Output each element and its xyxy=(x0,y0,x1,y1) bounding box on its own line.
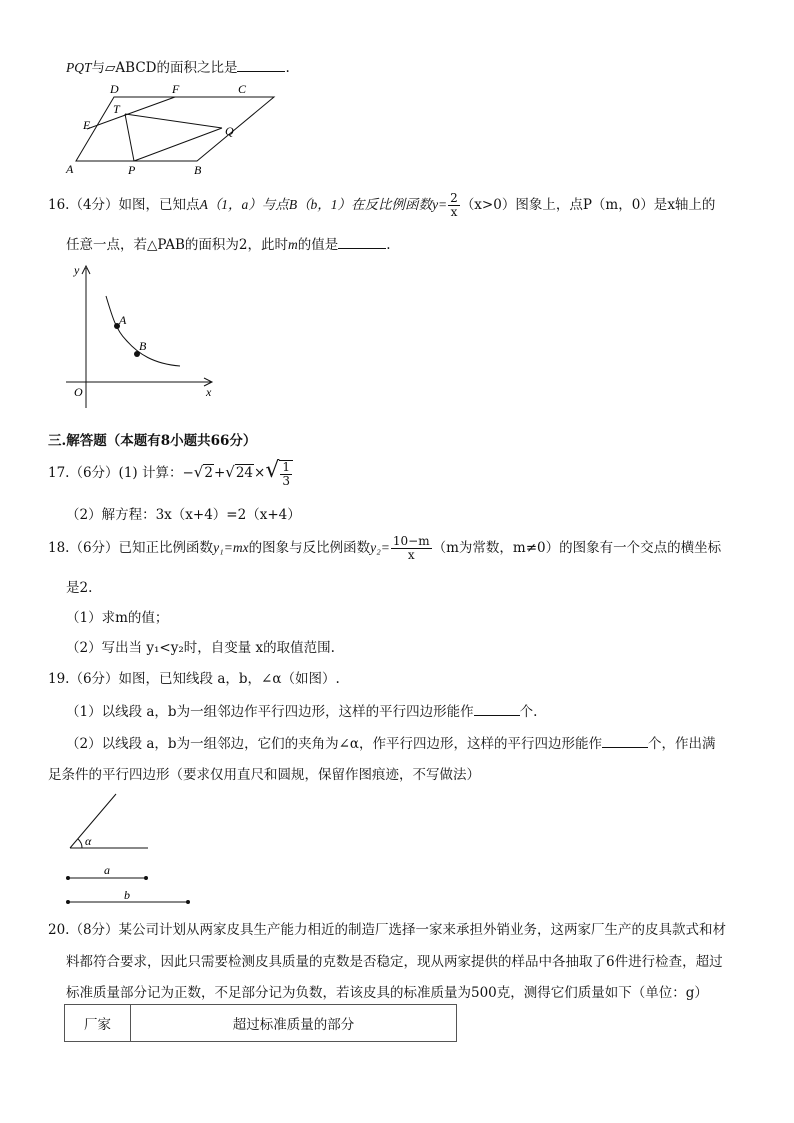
fig19-label-alpha: α xyxy=(85,834,92,848)
segment-a-start-dot xyxy=(66,876,70,880)
label-p: P xyxy=(128,163,136,177)
q15-end: . xyxy=(285,60,290,76)
q17-frac-den: 3 xyxy=(282,473,290,488)
segment-a-end-dot xyxy=(144,876,148,880)
q18-y1: y₁=mx xyxy=(213,540,249,555)
q17-times: × xyxy=(254,465,266,481)
segment-tp xyxy=(125,114,134,161)
q20-line2: 料都符合要求，因此只需要检测皮具质量的克数是否稳定，现从两家提供的样品中各抽取了6件进行检查，超过 xyxy=(66,954,723,970)
q17-plus: + xyxy=(213,465,226,481)
label-q: Q xyxy=(225,124,234,138)
sqrt-icon: √ xyxy=(193,463,204,481)
parallelogram-abcd xyxy=(76,97,274,161)
section-3-heading: 三.解答题（本题有8小题共66分） xyxy=(48,433,257,449)
quality-table xyxy=(64,1004,457,1042)
q15-tail-line xyxy=(66,56,290,76)
q16-frac-num: 2 xyxy=(450,191,458,205)
parallelogram-figure xyxy=(60,78,280,178)
q18-line2: 是2. xyxy=(66,580,93,596)
inverse-function-graph xyxy=(64,260,224,410)
q16-num: 16.（4分）如图，已知点 xyxy=(48,197,200,213)
table-header-excess: 超过标准质量的部分 xyxy=(131,1005,457,1042)
q16-answer-blank[interactable] xyxy=(338,235,386,250)
q18-part1: （1）求m的值； xyxy=(66,610,169,626)
q18-mid: 的图象与反比例函数 xyxy=(248,540,371,556)
q17-head: 17.（6分）(1) 计算：− xyxy=(48,465,194,481)
q17-frac-num: 1 xyxy=(282,459,290,474)
q19-p2b: 个，作出满 xyxy=(648,736,716,752)
q19-head: 19.（6分）如图，已知线段 a，b，∠α（如图）. xyxy=(48,671,340,687)
segment-pq xyxy=(134,128,222,161)
sqrt-icon: √ xyxy=(265,458,280,483)
fig19-label-b: b xyxy=(124,888,130,902)
q17-fraction xyxy=(279,460,293,488)
q18-frac-den: x xyxy=(407,548,415,562)
graph-label-b: B xyxy=(139,339,147,353)
label-t: T xyxy=(113,102,120,116)
q19-blank-2[interactable] xyxy=(602,734,648,749)
q18-fraction xyxy=(391,535,432,562)
q16-point-p: P（m，0）是 xyxy=(582,197,668,213)
angle-side-ray xyxy=(70,794,116,848)
angle-arc xyxy=(78,839,82,848)
graph-label-o: O xyxy=(74,385,83,399)
q17-radicand-1: 2 xyxy=(204,465,213,481)
q20-line3: 标准质量部分记为正数，不足部分记为负数，若该皮具的标准质量为500克，测得它们质量如下（单位：g） xyxy=(66,985,708,1001)
label-d: D xyxy=(110,82,119,96)
segment-b-start-dot xyxy=(66,900,70,904)
label-b: B xyxy=(194,163,202,177)
sqrt-icon: √ xyxy=(225,463,235,481)
q17-line1 xyxy=(48,458,294,488)
q16-end: . xyxy=(386,237,391,253)
q19-part2-cont: 足条件的平行四边形（要求仅用直尺和圆规，保留作图痕迹，不写做法） xyxy=(48,767,480,783)
q19-p1a: （1）以线段 a，b为一组邻边作平行四边形，这样的平行四边形能作 xyxy=(66,704,474,720)
graph-label-y: y xyxy=(74,263,80,277)
q18-frac-num: 10−m xyxy=(392,534,430,548)
segment-tq xyxy=(125,114,222,128)
table-row xyxy=(65,1005,457,1042)
q15-answer-blank[interactable] xyxy=(237,58,285,73)
label-e: E xyxy=(83,118,91,132)
q15-lead: PQT xyxy=(66,60,92,75)
label-f: F xyxy=(172,82,180,96)
q16-point-a: A（1，a）与点 xyxy=(199,197,289,212)
q16-cond: （x>0）图象上，点 xyxy=(460,197,583,213)
q16-m: m xyxy=(288,237,298,252)
graph-label-a: A xyxy=(119,313,127,327)
q16-line2-end: 的值是 xyxy=(297,237,339,253)
q16-point-b: B（b，1）在反比例函数 xyxy=(288,197,433,212)
q18-tail: （m为常数，m≠0）的图象有一个交点的横坐标 xyxy=(432,540,722,556)
q15-mid: 与▱ABCD的面积之比是 xyxy=(91,60,238,76)
segment-ef xyxy=(87,97,175,129)
segments-angle-figure xyxy=(60,790,200,908)
table-header-factory: 厂家 xyxy=(65,1005,131,1042)
q16-line2 xyxy=(66,233,391,253)
q19-p1b: 个. xyxy=(519,704,538,720)
label-c: C xyxy=(238,82,247,96)
q19-part2 xyxy=(66,732,716,752)
hyperbola-curve xyxy=(106,296,180,366)
q17-part2: （2）解方程：3x（x+4）=2（x+4） xyxy=(66,507,301,523)
q19-part1 xyxy=(66,700,537,720)
q18-part2: （2）写出当 y₁<y₂时，自变量 x的取值范围. xyxy=(66,640,335,656)
q20-line1: 20.（8分）某公司计划从两家皮具生产能力相近的制造厂选择一家来承担外销业务，这两家厂生产的皮具款式和材 xyxy=(48,922,727,938)
q18-head: 18.（6分）已知正比例函数 xyxy=(48,540,214,556)
q16-y-eq: y= xyxy=(432,197,448,212)
q19-p2a: （2）以线段 a，b为一组邻边，它们的夹角为∠α，作平行四边形，这样的平行四边形能作 xyxy=(66,736,602,752)
q16-frac-den: x xyxy=(450,205,458,219)
segment-b-end-dot xyxy=(186,900,190,904)
q19-blank-1[interactable] xyxy=(474,702,520,717)
q16-xaxis: x轴上的 xyxy=(667,197,716,213)
q18-line1 xyxy=(48,535,721,562)
q16-line2-text: 任意一点，若△PAB的面积为2，此时 xyxy=(66,237,288,253)
q16-line1 xyxy=(48,192,715,219)
q17-radicand-2: 24 xyxy=(235,465,254,481)
fig19-label-a: a xyxy=(104,863,110,877)
label-a: A xyxy=(66,162,74,176)
graph-label-x: x xyxy=(206,385,212,399)
q16-fraction xyxy=(448,192,460,219)
q18-y2: y₂= xyxy=(370,540,390,555)
